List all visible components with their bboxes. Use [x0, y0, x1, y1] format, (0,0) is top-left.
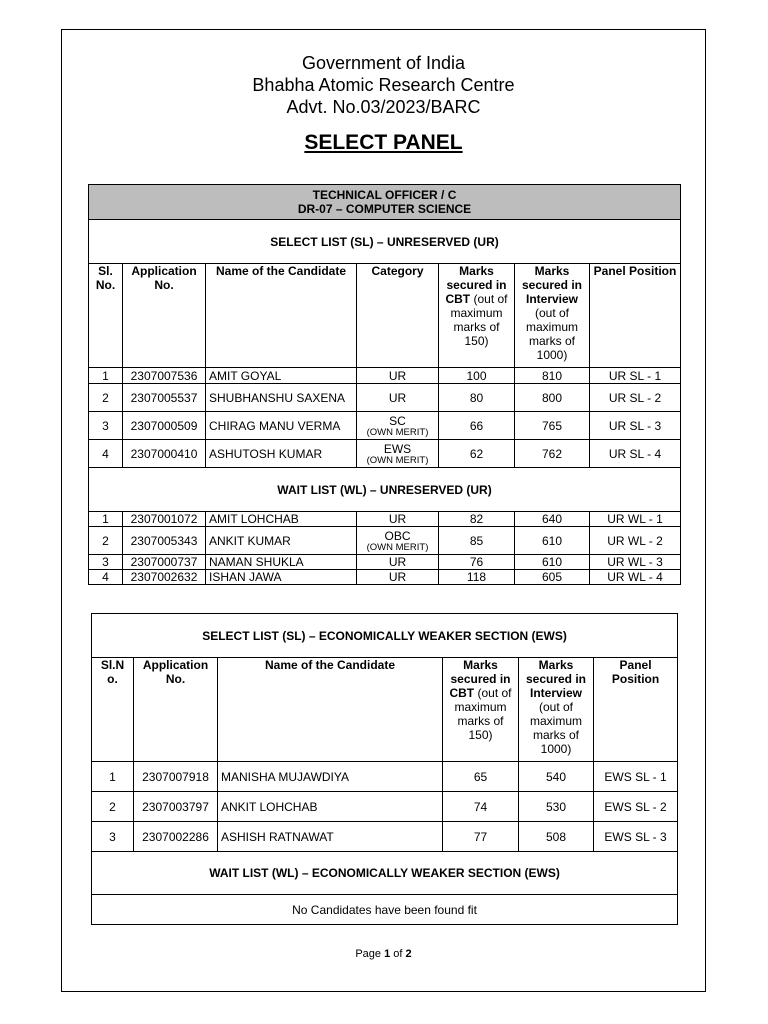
cell-panel: UR WL - 3: [590, 555, 681, 570]
cell-interview: 762: [515, 440, 590, 468]
table-row: [89, 368, 681, 384]
col-cbt-note: (out of maximum marks of 150): [450, 292, 508, 348]
cell-name: MANISHA MUJAWDIYA: [218, 762, 443, 792]
cell-category: [357, 512, 439, 527]
cell-interview: 765: [515, 412, 590, 440]
cell-panel: UR WL - 2: [590, 527, 681, 555]
document-page: [61, 29, 706, 992]
col-sl: Sl.N o.: [92, 658, 134, 762]
cell-sl: 2: [92, 792, 134, 822]
cell-interview: 530: [519, 792, 594, 822]
cell-app: 2307007536: [123, 368, 206, 384]
col-cbt: [443, 658, 519, 762]
table-header-row: [92, 658, 678, 762]
post-subject: DR-07 – COMPUTER SCIENCE: [297, 202, 472, 216]
cell-panel: UR WL - 4: [590, 570, 681, 585]
post-title: TECHNICAL OFFICER / C: [312, 188, 457, 202]
cell-name: AMIT GOYAL: [206, 368, 357, 384]
cell-interview: 810: [515, 368, 590, 384]
col-name: Name of the Candidate: [206, 264, 357, 368]
header-line-1: Government of India: [301, 53, 466, 73]
cell-cbt: 74: [443, 792, 519, 822]
footer-separator: of: [390, 948, 406, 960]
cell-panel: UR SL - 1: [590, 368, 681, 384]
cell-cbt: 118: [439, 570, 515, 585]
ews-panel-table: [91, 613, 678, 925]
cell-name: ANKIT LOHCHAB: [218, 792, 443, 822]
table-header-row: [89, 264, 681, 368]
col-cbt-label: Marks secured in CBT: [449, 658, 511, 700]
header-line-2: Bhabha Atomic Research Centre: [252, 75, 515, 95]
cell-sl: 2: [89, 384, 123, 412]
cell-app: 2307007918: [134, 762, 218, 792]
page-footer: [62, 948, 705, 960]
cell-panel: UR SL - 3: [590, 412, 681, 440]
cell-app: 2307005343: [123, 527, 206, 555]
col-interview: [519, 658, 594, 762]
cell-app: 2307000410: [123, 440, 206, 468]
ews-select-list-heading: SELECT LIST (SL) – ECONOMICALLY WEAKER SECTION (EWS): [92, 614, 678, 658]
cell-cbt: 100: [439, 368, 515, 384]
col-panel: Panel Position: [590, 264, 681, 368]
cell-category: [357, 368, 439, 384]
cell-panel: EWS SL - 1: [594, 762, 678, 792]
col-cbt-note: (out of maximum marks of 150): [454, 686, 512, 742]
col-panel: Panel Position: [594, 658, 678, 762]
col-interview-label: Marks secured in Interview: [521, 264, 583, 306]
page-title-text: SELECT PANEL: [304, 131, 463, 154]
cell-name: CHIRAG MANU VERMA: [206, 412, 357, 440]
cell-cbt: 85: [439, 527, 515, 555]
cell-cbt: 80: [439, 384, 515, 412]
cell-cbt: 82: [439, 512, 515, 527]
cell-category: [357, 570, 439, 585]
col-name: Name of the Candidate: [218, 658, 443, 762]
col-interview: [515, 264, 590, 368]
category-value: EWS: [383, 441, 412, 456]
category-value: SC: [389, 413, 406, 428]
cell-panel: UR SL - 2: [590, 384, 681, 412]
page-title: [62, 130, 705, 156]
header-line-3: Advt. No.03/2023/BARC: [286, 97, 481, 117]
cell-app: 2307003797: [134, 792, 218, 822]
ews-wait-list-heading: WAIT LIST (WL) – ECONOMICALLY WEAKER SECTION (EWS): [92, 852, 678, 895]
cell-name: ASHUTOSH KUMAR: [206, 440, 357, 468]
cell-name: NAMAN SHUKLA: [206, 555, 357, 570]
col-application: Application No.: [134, 658, 218, 762]
cell-sl: 4: [89, 570, 123, 585]
cell-name: ASHISH RATNAWAT: [218, 822, 443, 852]
cell-app: 2307002286: [134, 822, 218, 852]
col-cbt: [439, 264, 515, 368]
cell-cbt: 62: [439, 440, 515, 468]
cell-sl: 4: [89, 440, 123, 468]
cell-panel: EWS SL - 3: [594, 822, 678, 852]
category-note: (OWN MERIT): [366, 541, 429, 553]
category-value: UR: [388, 368, 407, 383]
category-value: UR: [388, 555, 407, 569]
table-row: [89, 384, 681, 412]
table-row: [89, 527, 681, 555]
cell-name: SHUBHANSHU SAXENA: [206, 384, 357, 412]
cell-category: [357, 412, 439, 440]
table-row: [89, 555, 681, 570]
table-row: [92, 822, 678, 852]
cell-interview: 540: [519, 762, 594, 792]
footer-current-page: 1: [384, 948, 391, 960]
document-header: [62, 52, 705, 118]
table-row: [89, 440, 681, 468]
cell-category: [357, 384, 439, 412]
cell-interview: 800: [515, 384, 590, 412]
cell-sl: 3: [89, 555, 123, 570]
col-interview-note: (out of maximum marks of 1000): [529, 700, 582, 756]
cell-app: 2307000737: [123, 555, 206, 570]
cell-name: ANKIT KUMAR: [206, 527, 357, 555]
col-cbt-label: Marks secured in CBT: [445, 264, 507, 306]
cell-name: AMIT LOHCHAB: [206, 512, 357, 527]
cell-category: [357, 440, 439, 468]
table-row: [92, 762, 678, 792]
col-category: Category: [357, 264, 439, 368]
cell-panel: UR SL - 4: [590, 440, 681, 468]
cell-cbt: 65: [443, 762, 519, 792]
col-interview-note: (out of maximum marks of 1000): [525, 306, 578, 362]
category-note: (OWN MERIT): [366, 426, 429, 438]
col-application: Application No.: [123, 264, 206, 368]
footer-total-pages: 2: [405, 948, 412, 960]
no-candidates-note: No Candidates have been found fit: [92, 895, 678, 925]
col-sl: Sl. No.: [89, 264, 123, 368]
cell-app: 2307001072: [123, 512, 206, 527]
cell-app: 2307005537: [123, 384, 206, 412]
unreserved-panel-table: [88, 184, 681, 585]
table-row: [89, 570, 681, 585]
cell-category: [357, 527, 439, 555]
cell-app: 2307002632: [123, 570, 206, 585]
category-value: OBC: [384, 528, 411, 543]
cell-cbt: 76: [439, 555, 515, 570]
category-value: UR: [388, 570, 407, 584]
cell-interview: 605: [515, 570, 590, 585]
cell-sl: 2: [89, 527, 123, 555]
cell-cbt: 77: [443, 822, 519, 852]
post-title-cell: [89, 185, 681, 220]
table-row: [92, 792, 678, 822]
wait-list-heading: WAIT LIST (WL) – UNRESERVED (UR): [89, 468, 681, 512]
cell-sl: 1: [92, 762, 134, 792]
category-note: (OWN MERIT): [366, 454, 429, 466]
cell-sl: 3: [89, 412, 123, 440]
table-row: [89, 412, 681, 440]
cell-category: [357, 555, 439, 570]
category-value: UR: [388, 390, 407, 405]
col-interview-label: Marks secured in Interview: [525, 658, 587, 700]
cell-sl: 1: [89, 368, 123, 384]
category-value: UR: [388, 512, 407, 526]
cell-interview: 610: [515, 555, 590, 570]
cell-app: 2307000509: [123, 412, 206, 440]
cell-panel: EWS SL - 2: [594, 792, 678, 822]
table-row: [89, 512, 681, 527]
cell-cbt: 66: [439, 412, 515, 440]
cell-interview: 508: [519, 822, 594, 852]
cell-interview: 610: [515, 527, 590, 555]
cell-sl: 1: [89, 512, 123, 527]
select-list-heading: SELECT LIST (SL) – UNRESERVED (UR): [89, 220, 681, 264]
footer-prefix: Page: [355, 948, 385, 960]
cell-name: ISHAN JAWA: [206, 570, 357, 585]
cell-panel: UR WL - 1: [590, 512, 681, 527]
cell-sl: 3: [92, 822, 134, 852]
cell-interview: 640: [515, 512, 590, 527]
